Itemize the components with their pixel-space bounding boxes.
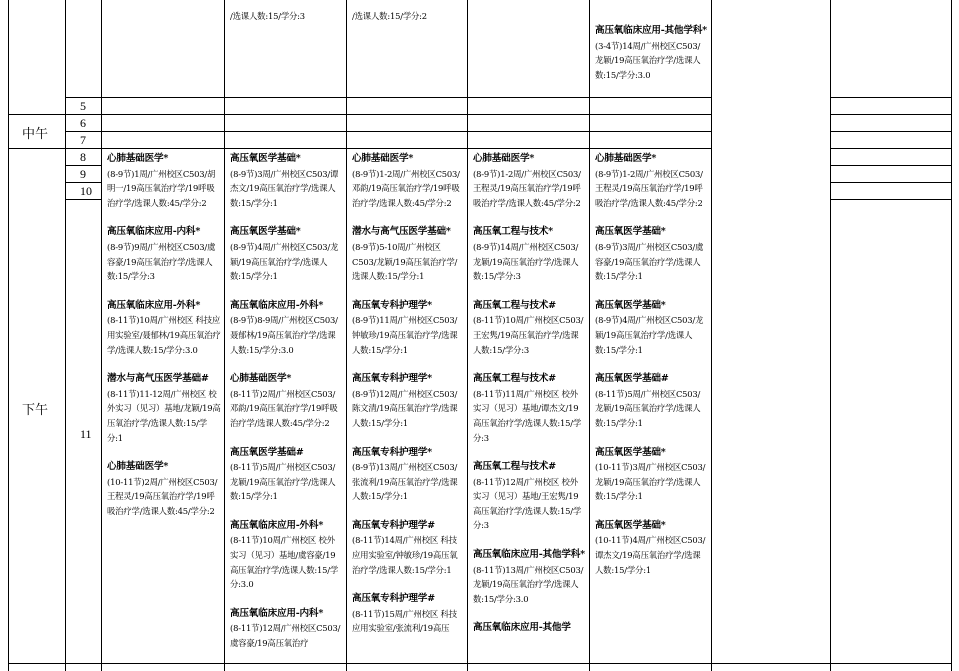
- course-block: [230, 372, 343, 430]
- course-block: [473, 548, 586, 606]
- course-detail: (8-11节)15周/广州校区 科技应用实验室/张流利/19高压: [352, 608, 457, 634]
- course-title: 高压氧临床应用-内科*: [230, 607, 324, 619]
- course-block: [352, 592, 464, 636]
- course-title: 高压氧专科护理学*: [352, 373, 432, 385]
- course-detail: (8-11节)10周/广州校区 校外实习（见习）基地/虞容豪/19高压氧治疗学/选课人数:15/学分:3.0: [230, 535, 339, 590]
- course-detail: (8-11节)5周/广州校区C503/龙颖/19高压氧治疗学/选课人数:15/学分:1: [595, 388, 701, 428]
- course-title: 高压氧专科护理学*: [352, 299, 432, 311]
- course-detail: (8-9节)3周/广州校区C503/谭杰文/19高压氧治疗学/选课人数:15/学分:1: [230, 168, 339, 208]
- course-block: [473, 299, 586, 357]
- course-title: 高压氧工程与技术#: [473, 299, 556, 311]
- course-block: [595, 446, 707, 504]
- course-detail: (8-11节)12周/广州校区C503/虞容豪/19高压氧治疗: [230, 623, 341, 649]
- course-block: [595, 225, 707, 283]
- course-title: 高压氧医学基础*: [595, 299, 666, 311]
- course-title: 高压氧临床应用-其他学科*: [473, 549, 585, 561]
- course-detail: (8-9节)5-10周/广州校区C503/龙颖/19高压氧治疗学/选课人数:15/学分:1: [352, 241, 458, 282]
- course-block: [107, 225, 221, 283]
- period-6: 6: [80, 116, 86, 130]
- period-8: 8: [80, 150, 86, 164]
- course-detail: (8-9节)1周/广州校区C503/胡明一/19高压氧治疗学/19呼吸治疗学/选课人数:45/学分:2: [107, 168, 216, 208]
- course-title: 心肺基础医学*: [107, 153, 169, 164]
- course-detail: (3-4节)14周/广州校区C503/龙颖/19高压氧治疗学/选课人数:15/学分:3.0: [595, 40, 701, 80]
- course-detail: (8-9节)4周/广州校区C503/龙颖/19高压氧治疗学/选课人数:15/学分:1: [595, 315, 704, 355]
- course-detail: (8-11节)13周/广州校区C503/龙颖/19高压氧治疗学/选课人数:15/学分:3.0: [473, 564, 584, 604]
- course-block: [230, 519, 343, 592]
- course-detail: (8-9节)8-9周/广州校区C503/聂郁林/19高压氧治疗学/选课人数:15/学分:3.0: [230, 315, 338, 355]
- course-block: [473, 372, 586, 445]
- afternoon-column-2: [230, 152, 343, 662]
- course-block: [352, 446, 464, 504]
- course-block: [595, 519, 707, 577]
- period-7: 7: [80, 133, 86, 147]
- course-block: [352, 519, 464, 577]
- course-block: [107, 299, 221, 357]
- course-title: 潜水与高气压医学基础*: [352, 226, 451, 238]
- course-detail: (10-11节)3周/广州校区C503/龙颖/19高压氧治疗学/选课人数:15/学分:1: [595, 462, 706, 502]
- course-title: 高压氧临床应用-外科*: [230, 299, 324, 311]
- course-block: [352, 152, 464, 210]
- course-title: 高压氧医学基础#: [230, 446, 304, 458]
- course-title: 高压氧专科护理学#: [352, 593, 435, 605]
- course-detail: (8-11节)11-12周/广州校区 校外实习（见习）基地/龙颖/19高压氧治疗学/选课人数:15/学分:1: [107, 388, 221, 443]
- afternoon-column-5: [595, 152, 707, 662]
- course-block: [230, 607, 343, 651]
- course-detail: (8-9节)1-2周/广州校区C503/邓韵/19高压氧治疗学/19呼吸治疗学/选课人数:45/学分:2: [352, 168, 460, 208]
- course-detail: (8-9节)14周/广州校区C503/龙颖/19高压氧治疗学/选课人数:15/学分:3: [473, 241, 579, 282]
- top-fragment-col3: /选课人数:15/学分:2: [352, 11, 427, 21]
- course-block: [107, 152, 221, 210]
- course-title: 心肺基础医学*: [230, 373, 292, 385]
- course-title: 高压氧医学基础*: [595, 446, 666, 458]
- course-block: [595, 152, 707, 210]
- course-detail: (8-9节)9周/广州校区C503/虞容豪/19高压氧治疗学/选课人数:15/学分:3: [107, 241, 216, 282]
- course-title: 高压氧工程与技术#: [473, 373, 556, 385]
- course-detail: (8-9节)3周/广州校区C503/虞容豪/19高压氧治疗学/选课人数:15/学分:1: [595, 241, 704, 282]
- course-title: 高压氧医学基础*: [230, 226, 301, 238]
- course-detail: (8-11节)14周/广州校区 科技应用实验室/钟敏珍/19高压氧治疗学/选课人数:15/学分:1: [352, 535, 458, 575]
- course-block: [473, 460, 586, 533]
- course-detail: (8-11节)10周/广州校区 科技应用实验室/聂郁林/19高压氧治疗学/选课人数:15/学分:3.0: [107, 315, 221, 355]
- course-title: 心肺基础医学*: [352, 153, 414, 164]
- course-title: 高压氧医学基础#: [595, 373, 669, 385]
- course-block: [473, 152, 586, 210]
- course-detail: (8-11节)5周/广州校区C503/龙颖/19高压氧治疗学/选课人数:15/学分:1: [230, 462, 336, 502]
- course-block: [595, 372, 707, 430]
- course-title: 高压氧临床应用-其他学科*: [595, 25, 707, 36]
- course-detail: (8-11节)11周/广州校区 校外实习（见习）基地/谭杰文/19高压氧治疗学/选课人数:15/学分:3: [473, 388, 582, 443]
- course-detail: (8-9节)1-2周/广州校区C503/王程灵/19高压氧治疗学/19呼吸治疗学/选课人数:45/学分:2: [595, 168, 703, 208]
- course-detail: (8-9节)11周/广州校区C503/钟敏珍/19高压氧治疗学/选课人数:15/学分:1: [352, 315, 458, 355]
- course-block: [473, 225, 586, 283]
- period-9: 9: [80, 167, 86, 181]
- course-block: [230, 446, 343, 504]
- period-10: 10: [80, 184, 92, 198]
- session-noon: 中午: [22, 126, 49, 141]
- period-5: 5: [80, 99, 86, 113]
- afternoon-column-3: [352, 152, 464, 662]
- course-block: [230, 299, 343, 357]
- course-block: [352, 372, 464, 430]
- course-title: 高压氧临床应用-内科*: [107, 226, 201, 238]
- course-block: [107, 372, 221, 445]
- course-title: 高压氧医学基础*: [595, 519, 666, 531]
- course-title: 心肺基础医学*: [473, 153, 535, 164]
- top-fragment-col2: /选课人数:15/学分:3: [230, 11, 305, 21]
- course-title: 高压氧临床应用-其他学: [473, 622, 571, 634]
- course-detail: (8-11节)12周/广州校区 校外实习（见习）基地/王宏隽/19高压氧治疗学/选课人数:15/学分:3: [473, 476, 582, 531]
- course-detail: (8-9节)13周/广州校区C503/张流利/19高压氧治疗学/选课人数:15/学分:1: [352, 462, 458, 502]
- afternoon-column-1: [107, 152, 221, 662]
- course-title: 高压氧临床应用-外科*: [230, 519, 324, 531]
- session-afternoon: 下午: [22, 402, 49, 417]
- afternoon-column-4: [473, 152, 586, 662]
- top-course-col5: [595, 24, 707, 82]
- course-block: [230, 225, 343, 283]
- course-title: 心肺基础医学*: [107, 461, 169, 473]
- course-detail: (10-11节)4周/广州校区C503/谭杰文/19高压氧治疗学/选课人数:15/学分:1: [595, 535, 706, 575]
- period-11: 11: [80, 427, 92, 441]
- course-block: [230, 152, 343, 210]
- course-block: [595, 299, 707, 357]
- course-block: [473, 621, 586, 636]
- course-block: [352, 225, 464, 283]
- course-detail: (8-9节)1-2周/广州校区C503/王程灵/19高压氧治疗学/19呼吸治疗学/选课人数:45/学分:2: [473, 168, 581, 208]
- course-title: 高压氧工程与技术#: [473, 461, 556, 473]
- course-title: 高压氧医学基础*: [230, 153, 301, 164]
- course-title: 高压氧专科护理学#: [352, 519, 435, 531]
- course-block: [352, 299, 464, 357]
- course-title: 高压氧临床应用-外科*: [107, 299, 201, 311]
- course-detail: (8-11节)10周/广州校区C503/王宏隽/19高压氧治疗学/选课人数:15/学分:3: [473, 315, 584, 355]
- course-detail: (8-9节)4周/广州校区C503/龙颖/19高压氧治疗学/选课人数:15/学分:1: [230, 241, 339, 282]
- course-detail: (8-11节)2周/广州校区C503/邓韵/19高压氧治疗学/19呼吸治疗学/选课人数:45/学分:2: [230, 388, 338, 428]
- course-detail: (10-11节)2周/广州校区C503/王程灵/19高压氧治疗学/19呼吸治疗学/选课人数:45/学分:2: [107, 476, 218, 516]
- course-title: 潜水与高气压医学基础#: [107, 373, 209, 385]
- course-detail: (8-9节)12周/广州校区C503/陈文清/19高压氧治疗学/选课人数:15/学分:1: [352, 388, 458, 428]
- course-title: 高压氧专科护理学*: [352, 446, 432, 458]
- course-title: 高压氧医学基础*: [595, 226, 666, 238]
- course-block: [107, 460, 221, 518]
- course-title: 高压氧工程与技术*: [473, 226, 553, 238]
- course-title: 心肺基础医学*: [595, 153, 657, 164]
